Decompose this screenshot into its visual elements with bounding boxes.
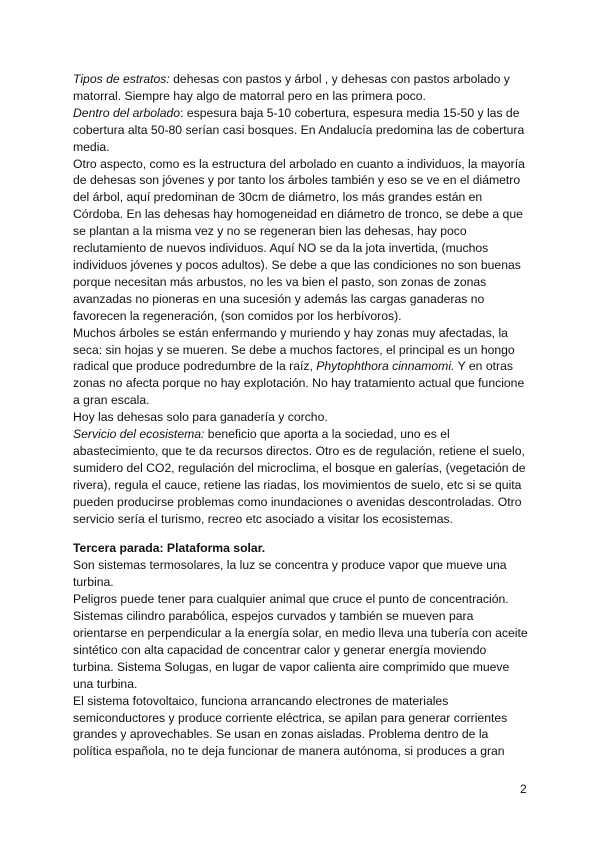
term-label: Servicio del ecosistema: xyxy=(73,427,205,442)
paragraph-text: Muchos árboles se están enfermando y muriendo y hay zonas muy afectadas, la seca: sin hojas y se mueren. Se debe a muchos factores, el principal es un hongo radical que produce podredumbre de la raíz, xyxy=(73,325,515,374)
paragraph-tipos-estratos xyxy=(73,71,529,105)
paragraph-text: dehesas con pastos y árbol , y dehesas con pastos arbolado y matorral. Siempre hay algo de matorral pero en las primera poco. xyxy=(73,72,510,103)
species-name: Phytophthora cinnamomi. xyxy=(316,359,455,374)
paragraph-estructura-arbolado: Otro aspecto, como es la estructura del arbolado en cuanto a individuos, la mayoría de dehesas son jóvenes y por tanto los árboles también y eso se ve en el diámetro del árbol, aquí predominan de 30cm de diámetro, los más grandes están en Córdoba. En las dehesas hay homogeneidad en diámetro de tronco, se debe a que se plantan a la misma vez y no se regeneran bien las dehesas, hay poco reclutamiento de nuevos individuos. Aquí NO se da la jota invertida, (muchos individuos jóvenes y pocos adultos). Se debe a que las condiciones no son buenas porque necesitan más arbustos, no les va bien el pasto, son zonas de zonas avanzadas no pioneras en una sucesión y además las cargas ganaderas no favorecen la regeneración, (son comidos por los herbívoros). xyxy=(73,156,525,323)
term-label: Tipos de estratos: xyxy=(73,72,170,86)
paragraph-termosolares: Son sistemas termosolares, la luz se concentra y produce vapor que mueve una turbina. xyxy=(73,558,507,590)
section-gap xyxy=(73,527,529,540)
term-label: Dentro del arbolado xyxy=(73,105,181,120)
paragraph-text: : espesura baja 5-10 cobertura, espesura media 15-50 y las de cobertura alta 50-80 serían casi bosques. En Andalucía predomina las de cobertura media. xyxy=(73,105,525,154)
paragraph-text: beneficio que aporta a la sociedad, uno es el abastecimiento, que te da recursos directos. Otro es de regulación, retiene el suelo, sumidero del CO2, regulación del microclima, el bosque en galerías, (vegetación de rivera), regula el cauce, retiene las riadas, los movimientos de suelo, etc si se quita pueden producirse problemas como inundaciones o avenidas descontroladas. Otro servicio sería el turismo, recreo etc asociado a visitar los ecosistemas. xyxy=(73,427,526,526)
paragraph-enfermedad xyxy=(73,325,529,410)
page-number: 2 xyxy=(520,782,527,796)
paragraph-cilindro-parabolica: Sistemas cilindro parabólica, espejos curvados y también se mueven para orientarse en perpendicular a la energía solar, en medio lleva una tubería con aceite sintético con alta capacidad de concentrar calor y generar energía moviendo turbina. Sistema Solugas, en lugar de vapor calienta aire comprimido que mueve una turbina. xyxy=(73,609,528,691)
paragraph-fotovoltaico: El sistema fotovoltaico, funciona arrancando electrones de materiales semiconductores y produce corriente eléctrica, se apilan para generar corrientes grandes y aprovechables. Se usan en zonas aisladas. Problema dentro de la política española, no te deja funcionar de manera autónoma, si produces a gran xyxy=(73,693,508,759)
paragraph-peligros: Peligros puede tener para cualquier animal que cruce el punto de concentración. xyxy=(73,592,509,607)
paragraph-usos-dehesas: Hoy las dehesas solo para ganadería y corcho. xyxy=(73,410,328,425)
paragraph-servicio-ecosistema xyxy=(73,426,529,527)
paragraph-text: Y en otras zonas no afecta porque no hay explotación. No hay tratamiento actual que funcione a gran escala. xyxy=(73,359,525,408)
page-body xyxy=(73,71,529,760)
paragraph-dentro-arbolado xyxy=(73,105,529,156)
section-heading: Tercera parada: Plataforma solar. xyxy=(73,541,266,556)
